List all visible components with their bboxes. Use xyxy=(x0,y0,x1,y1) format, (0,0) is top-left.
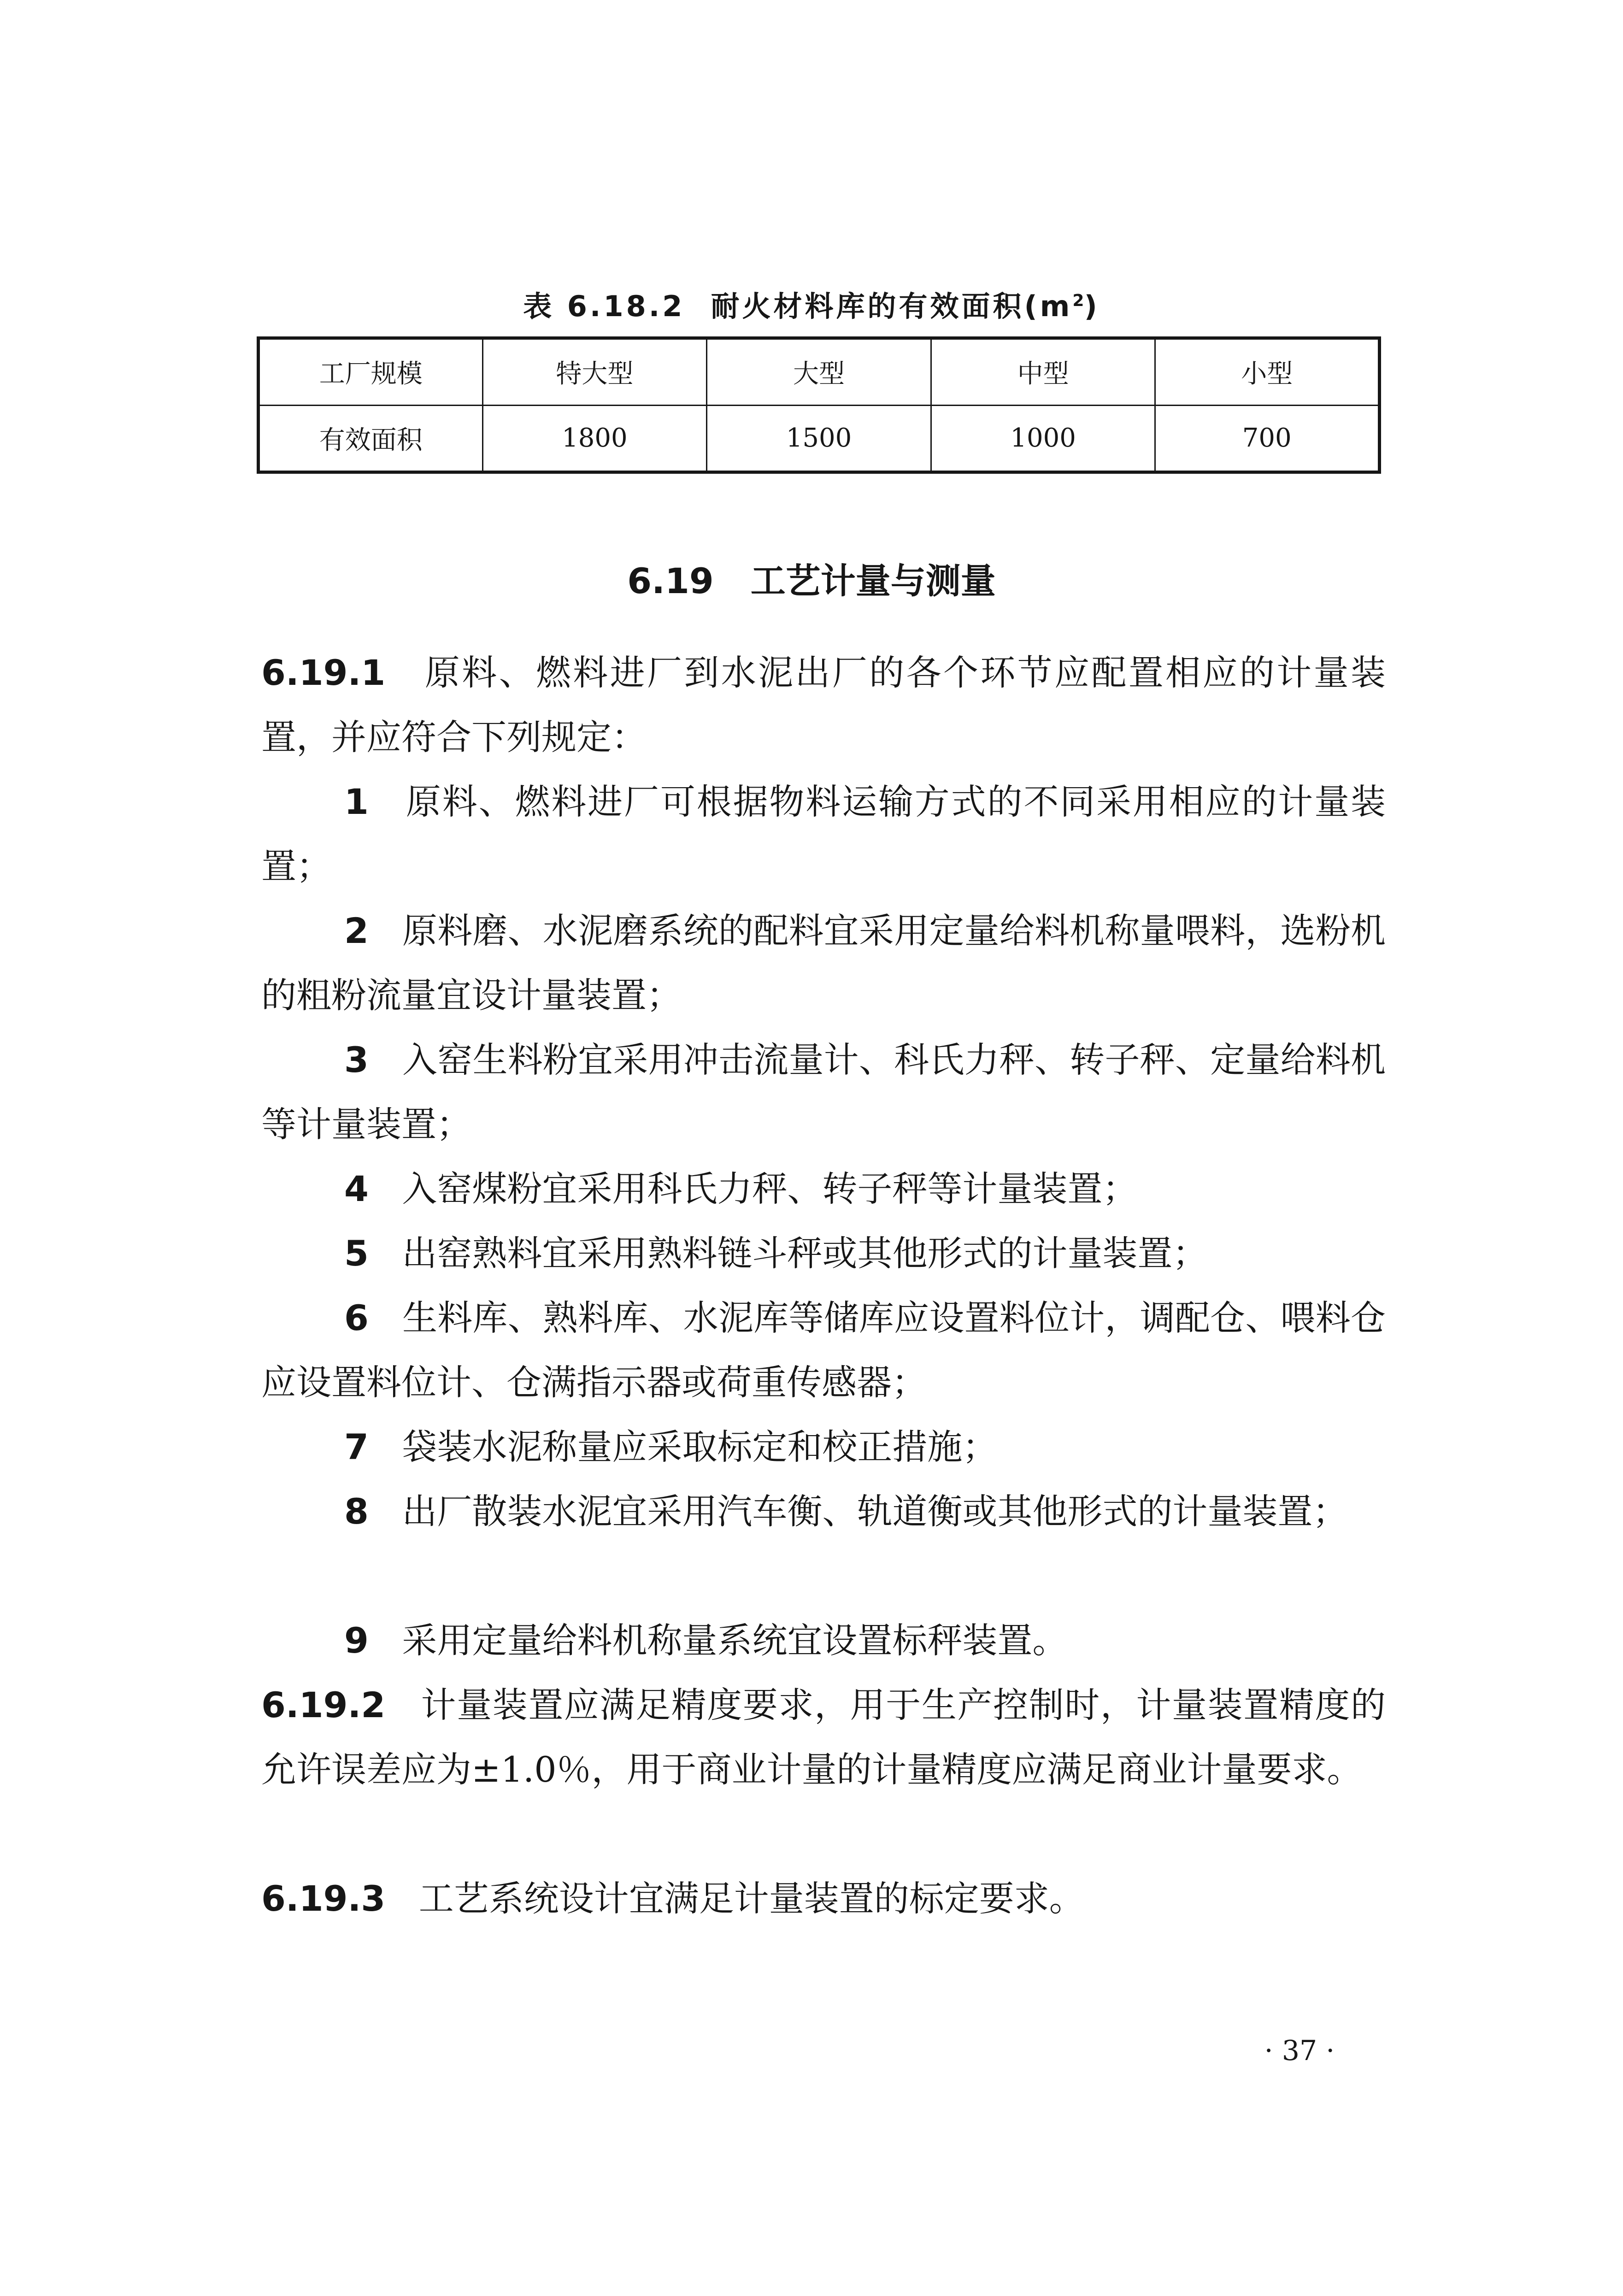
list-item xyxy=(261,1221,1386,1286)
item-number: 2 xyxy=(344,910,369,951)
item-text: 入窑煤粉宜采用科氏力秤、转子秤等计量装置； xyxy=(402,1168,1138,1209)
section-number: 6.19 xyxy=(627,560,714,601)
table-cell: 1000 xyxy=(931,405,1155,472)
table-caption-close: ) xyxy=(1084,289,1100,323)
list-item xyxy=(261,1415,1386,1479)
table-caption-title: 耐火材料库的有效面积(m xyxy=(711,289,1073,323)
item-number: 1 xyxy=(344,781,369,822)
list-item xyxy=(261,899,1386,1028)
table-header-cell: 大型 xyxy=(707,338,931,406)
item-number: 7 xyxy=(344,1426,369,1467)
table-header-row xyxy=(259,338,1380,406)
item-text: 出窑熟料宜采用熟料链斗秤或其他形式的计量装置； xyxy=(402,1233,1208,1274)
table-cell: 1500 xyxy=(707,405,931,472)
table-cell: 700 xyxy=(1155,405,1380,472)
clause-text: 计量装置应满足精度要求，用于生产控制时，计量装置精度的允许误差应为±1.0％，用于商业计量的计量精度应满足商业计量要求。 xyxy=(261,1684,1386,1790)
item-text: 袋装水泥称量应采取标定和校正措施； xyxy=(402,1426,998,1467)
item-number: 4 xyxy=(344,1168,369,1209)
item-text: 原料磨、水泥磨系统的配料宜采用定量给料机称量喂料，选粉机的粗粉流量宜设计量装置； xyxy=(261,910,1386,1016)
list-item xyxy=(261,1157,1386,1221)
clause-number: 6.19.1 xyxy=(261,652,386,693)
clause-paragraph xyxy=(261,641,1386,770)
clause-paragraph xyxy=(261,1866,1386,1931)
page-number: · 37 · xyxy=(1264,2035,1335,2067)
item-number: 6 xyxy=(344,1297,369,1338)
table-cell: 1800 xyxy=(482,405,707,472)
item-text: 生料库、熟料库、水泥库等储库应设置料位计，调配仓、喂料仓应设置料位计、仓满指示器或荷重传感器； xyxy=(261,1297,1386,1403)
item-text: 出厂散装水泥宜采用汽车衡、轨道衡或其他形式的计量装置； xyxy=(402,1491,1348,1532)
list-item xyxy=(261,1286,1386,1415)
item-text: 入窑生料粉宜采用冲击流量计、科氏力秤、转子秤、定量给料机等计量装置； xyxy=(261,1039,1386,1145)
clause-text: 工艺系统设计宜满足计量装置的标定要求。 xyxy=(418,1878,1084,1919)
table-header-cell: 特大型 xyxy=(482,338,707,406)
table-header-cell: 中型 xyxy=(931,338,1155,406)
table-caption-superscript: 2 xyxy=(1072,291,1084,310)
table-row xyxy=(259,405,1380,472)
item-text: 原料、燃料进厂可根据物料运输方式的不同采用相应的计量装置； xyxy=(261,781,1386,887)
item-text: 采用定量给料机称量系统宜设置标秤装置。 xyxy=(402,1620,1068,1661)
item-number: 8 xyxy=(344,1491,369,1532)
refractory-area-table xyxy=(257,336,1381,474)
table-caption xyxy=(0,280,1623,322)
table-header-cell: 工厂规模 xyxy=(259,338,483,406)
section-heading xyxy=(0,556,1623,606)
item-number: 5 xyxy=(344,1233,369,1274)
clause-number: 6.19.3 xyxy=(261,1878,386,1919)
item-number: 3 xyxy=(344,1039,369,1080)
table-cell: 有效面积 xyxy=(259,405,483,472)
list-item xyxy=(261,770,1386,899)
clause-paragraph xyxy=(261,1673,1386,1802)
item-number: 9 xyxy=(344,1620,369,1661)
list-item xyxy=(261,1608,1386,1673)
list-item xyxy=(261,1028,1386,1157)
table-caption-number: 表 6.18.2 xyxy=(523,289,685,323)
list-item xyxy=(261,1479,1386,1544)
clause-text: 原料、燃料进厂到水泥出厂的各个环节应配置相应的计量装置，并应符合下列规定： xyxy=(261,652,1386,758)
table-header-cell: 小型 xyxy=(1155,338,1380,406)
section-title: 工艺计量与测量 xyxy=(750,560,996,601)
clause-number: 6.19.2 xyxy=(261,1684,386,1725)
